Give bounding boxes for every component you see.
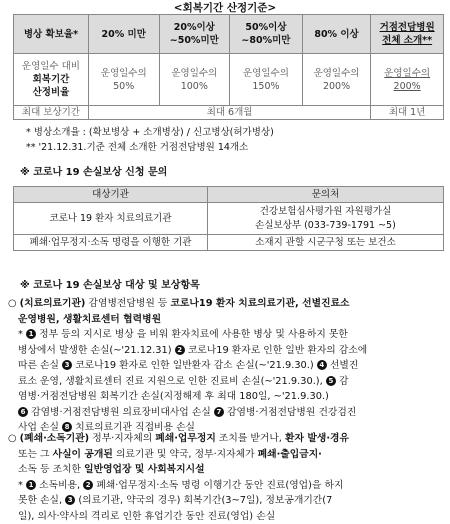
number-marker: 1: [26, 329, 36, 339]
table-cell: [302, 54, 370, 106]
bullet-text: 감: [336, 376, 349, 387]
para-bold: 코로나19 환자 치료의료기관, 선별진료소: [170, 298, 349, 309]
cell-line: 운영일수의: [371, 67, 443, 80]
para-bold: 일반영업장 및 사회복지시설: [84, 464, 204, 475]
table-header-row: [14, 15, 444, 54]
para-bold: 환자 발생·경유: [285, 433, 349, 444]
header-cell: 대상기관: [14, 187, 208, 203]
table-cell: 폐쇄·업무정지·소독 명령을 이행한 기관: [14, 235, 208, 251]
paragraph-line: 운영병원, 생활치료센터 협력병원: [8, 312, 446, 328]
bullet-text: 따른 손실: [18, 360, 62, 371]
number-marker: 3: [65, 495, 75, 505]
number-marker: 6: [18, 407, 28, 417]
bullet-text: 병상에서 발생한 손실(~'21.12.31): [18, 345, 175, 356]
table-cell: [208, 203, 444, 235]
bullet-text: 코로나19 환자로 인한 일반 환자의 감소에: [185, 345, 368, 356]
table-row: [14, 54, 444, 106]
cell-line: 운영일수의: [160, 67, 230, 80]
number-marker: 3: [62, 360, 72, 370]
cell-line: 200%: [303, 80, 370, 93]
number-marker: 8: [62, 422, 72, 432]
table1-title: <회복기간 산정기준>: [0, 0, 450, 15]
para-text: 감염병전담병원 등: [85, 298, 170, 309]
table-cell: 최대 1년: [371, 106, 444, 120]
para-text: 조치를 받거나,: [216, 433, 285, 444]
cell-line: 운영일수의: [89, 67, 159, 80]
header-cell: 20%이상 ~50%미만: [159, 15, 230, 54]
section-heading: ※ 코로나 19 손실보상 신청 문의: [20, 163, 167, 178]
bullet-line: [8, 405, 446, 421]
paragraph-line: [8, 447, 446, 463]
para-text: 소독 등 조치한: [18, 464, 84, 475]
number-marker: 1: [26, 480, 36, 490]
table-header-row: [14, 187, 444, 203]
number-marker: 4: [317, 360, 327, 370]
bullet-text: (의료기관, 약국의 경우) 회복기간(3~7일), 정보공개기간(7: [75, 495, 332, 506]
para-lead: (치료의료기관): [20, 298, 86, 309]
number-marker: 5: [326, 376, 336, 386]
table-cell: 최대 6개월: [88, 106, 370, 120]
paragraph-line: ○ (치료의료기관) 감염병전담병원 등 코로나19 환자 치료의료기관, 선별진료소: [8, 296, 446, 312]
para-bold: 사실이 공개된: [53, 449, 113, 460]
bullet-text: 사업 손실: [18, 422, 62, 433]
header-cell: 50%이상 ~80%미만: [230, 15, 303, 54]
bullet-text: 정부 등의 지시로 병상: [39, 329, 137, 340]
table-row: [14, 235, 444, 251]
header-cell: 문의처: [208, 187, 444, 203]
bullet-line: [8, 493, 446, 509]
bullet-line: [8, 343, 446, 359]
number-marker: 7: [214, 407, 224, 417]
bullet-line: * 1 정부 등의 지시로 병상 을 비워 환자치료에 사용한 병상 및 사용하지 못한: [8, 327, 446, 343]
table-cell: 코로나 19 환자 치료의료기관: [14, 203, 208, 235]
bullet-line: [8, 358, 446, 374]
cell-line: 운영일수의: [230, 67, 302, 80]
bullet-text: 감염병·거점전담병원 의료장비대사업 손실: [28, 407, 214, 418]
bullet-line: [8, 389, 446, 405]
bullet-text: 일), 의사·약사의 격리로 인한 휴업기간 동안 진료(영업) 손실: [18, 511, 275, 522]
row-label-line: 회복기간: [14, 73, 88, 86]
row-label-line: 운영일수 대비: [14, 60, 88, 73]
bullet-text: 소독비용,: [39, 480, 83, 491]
table1-note: ** '21.12.31.기준 전체 소개한 거점전담병원 14개소: [26, 139, 248, 153]
bullet-line: * 1 소독비용, 2 폐쇄·업무정지·소독 명령 이행기간 동안 진료(영업)을 하지: [8, 478, 446, 494]
cell-line: 100%: [160, 80, 230, 93]
section-heading: ※ 코로나 19 손실보상 대상 및 보상항목: [20, 276, 200, 291]
para-bold: 폐쇄·업무정지: [155, 433, 216, 444]
paragraph-line: ○ (폐쇄·소독기관) 정부·지자체의 폐쇄·업무정지 조치를 받거나, 환자 발생·경유: [8, 431, 446, 447]
table-cell: [230, 54, 303, 106]
recovery-period-table: [13, 14, 444, 120]
header-cell: 80% 이상: [302, 15, 370, 54]
cell-line: 건강보험심사평가원 자원평가실: [208, 205, 443, 219]
bullet-text: 감염병·거점전담병원 건강검진: [224, 407, 356, 418]
bullet-line: [8, 374, 446, 390]
para-text: 또는 그: [18, 449, 53, 460]
cell-line: 50%: [89, 80, 159, 93]
bullet-text: 코로나19 환자로 인한 일반환자 감소 손실(~'21.9.30.): [72, 360, 317, 371]
table-row: [14, 203, 444, 235]
bullet-text: 못한 손실,: [18, 495, 65, 506]
header-cell: 병상 확보율*: [14, 15, 89, 54]
bullet-text: 선별진: [327, 360, 359, 371]
cell-line: 운영일수의: [303, 67, 370, 80]
para-bold: 폐쇄·출입금지·: [258, 449, 322, 460]
cell-line: 손실보상부 (033-739-1791 ~5): [208, 219, 443, 233]
header-cell: [371, 15, 444, 54]
number-marker: 2: [175, 345, 185, 355]
inquiry-table: [13, 186, 444, 251]
bullet-text: 염병·거점전담병원 회복기간 손실(지정해제 후 최대 180일, ~'21.9.30.): [18, 391, 329, 402]
paragraph-closure: [8, 431, 446, 524]
bullet-text: 을 비워 환자치료에 사용한 병상 및 사용하지 못한: [137, 329, 348, 340]
para-lead: (폐쇄·소독기관): [20, 433, 89, 444]
header-cell-text: 거점전담병원 전체 소개**: [380, 22, 435, 46]
table-cell: [371, 54, 444, 106]
header-cell: 20% 미만: [88, 15, 159, 54]
table-cell: [88, 54, 159, 106]
table1-note: * 병상소개율 : (확보병상 + 소개병상) / 신고병상(허가병상): [26, 124, 274, 138]
bullet-line: [8, 509, 446, 524]
number-marker: 2: [83, 480, 93, 490]
bullet-text: 료소 운영, 생활치료센터 진료 지원으로 인한 진료비 손실(~'21.9.30.),: [18, 376, 326, 387]
table-cell: 소재지 관할 시군구청 또는 보건소: [208, 235, 444, 251]
paragraph-treatment: [8, 296, 446, 436]
row-label-line: 산정비율: [14, 86, 88, 99]
para-text: 의료기관 및 약국, 정부·지자체가: [113, 449, 258, 460]
para-text: 정부·지자체의: [89, 433, 155, 444]
paragraph-line: [8, 462, 446, 478]
cell-line: 200%: [371, 80, 443, 93]
cell-line: 150%: [230, 80, 302, 93]
table-cell: 최대 보상기간: [14, 106, 89, 120]
table-cell: [159, 54, 230, 106]
table-row: [14, 106, 444, 120]
row-label: [14, 54, 89, 106]
bullet-text: 폐쇄·업무정지·소독 명령 이행기간 동안 진료(영업)을 하지: [93, 480, 343, 491]
bullet-text: 치료의료기관 직접비용 손실: [72, 422, 195, 433]
